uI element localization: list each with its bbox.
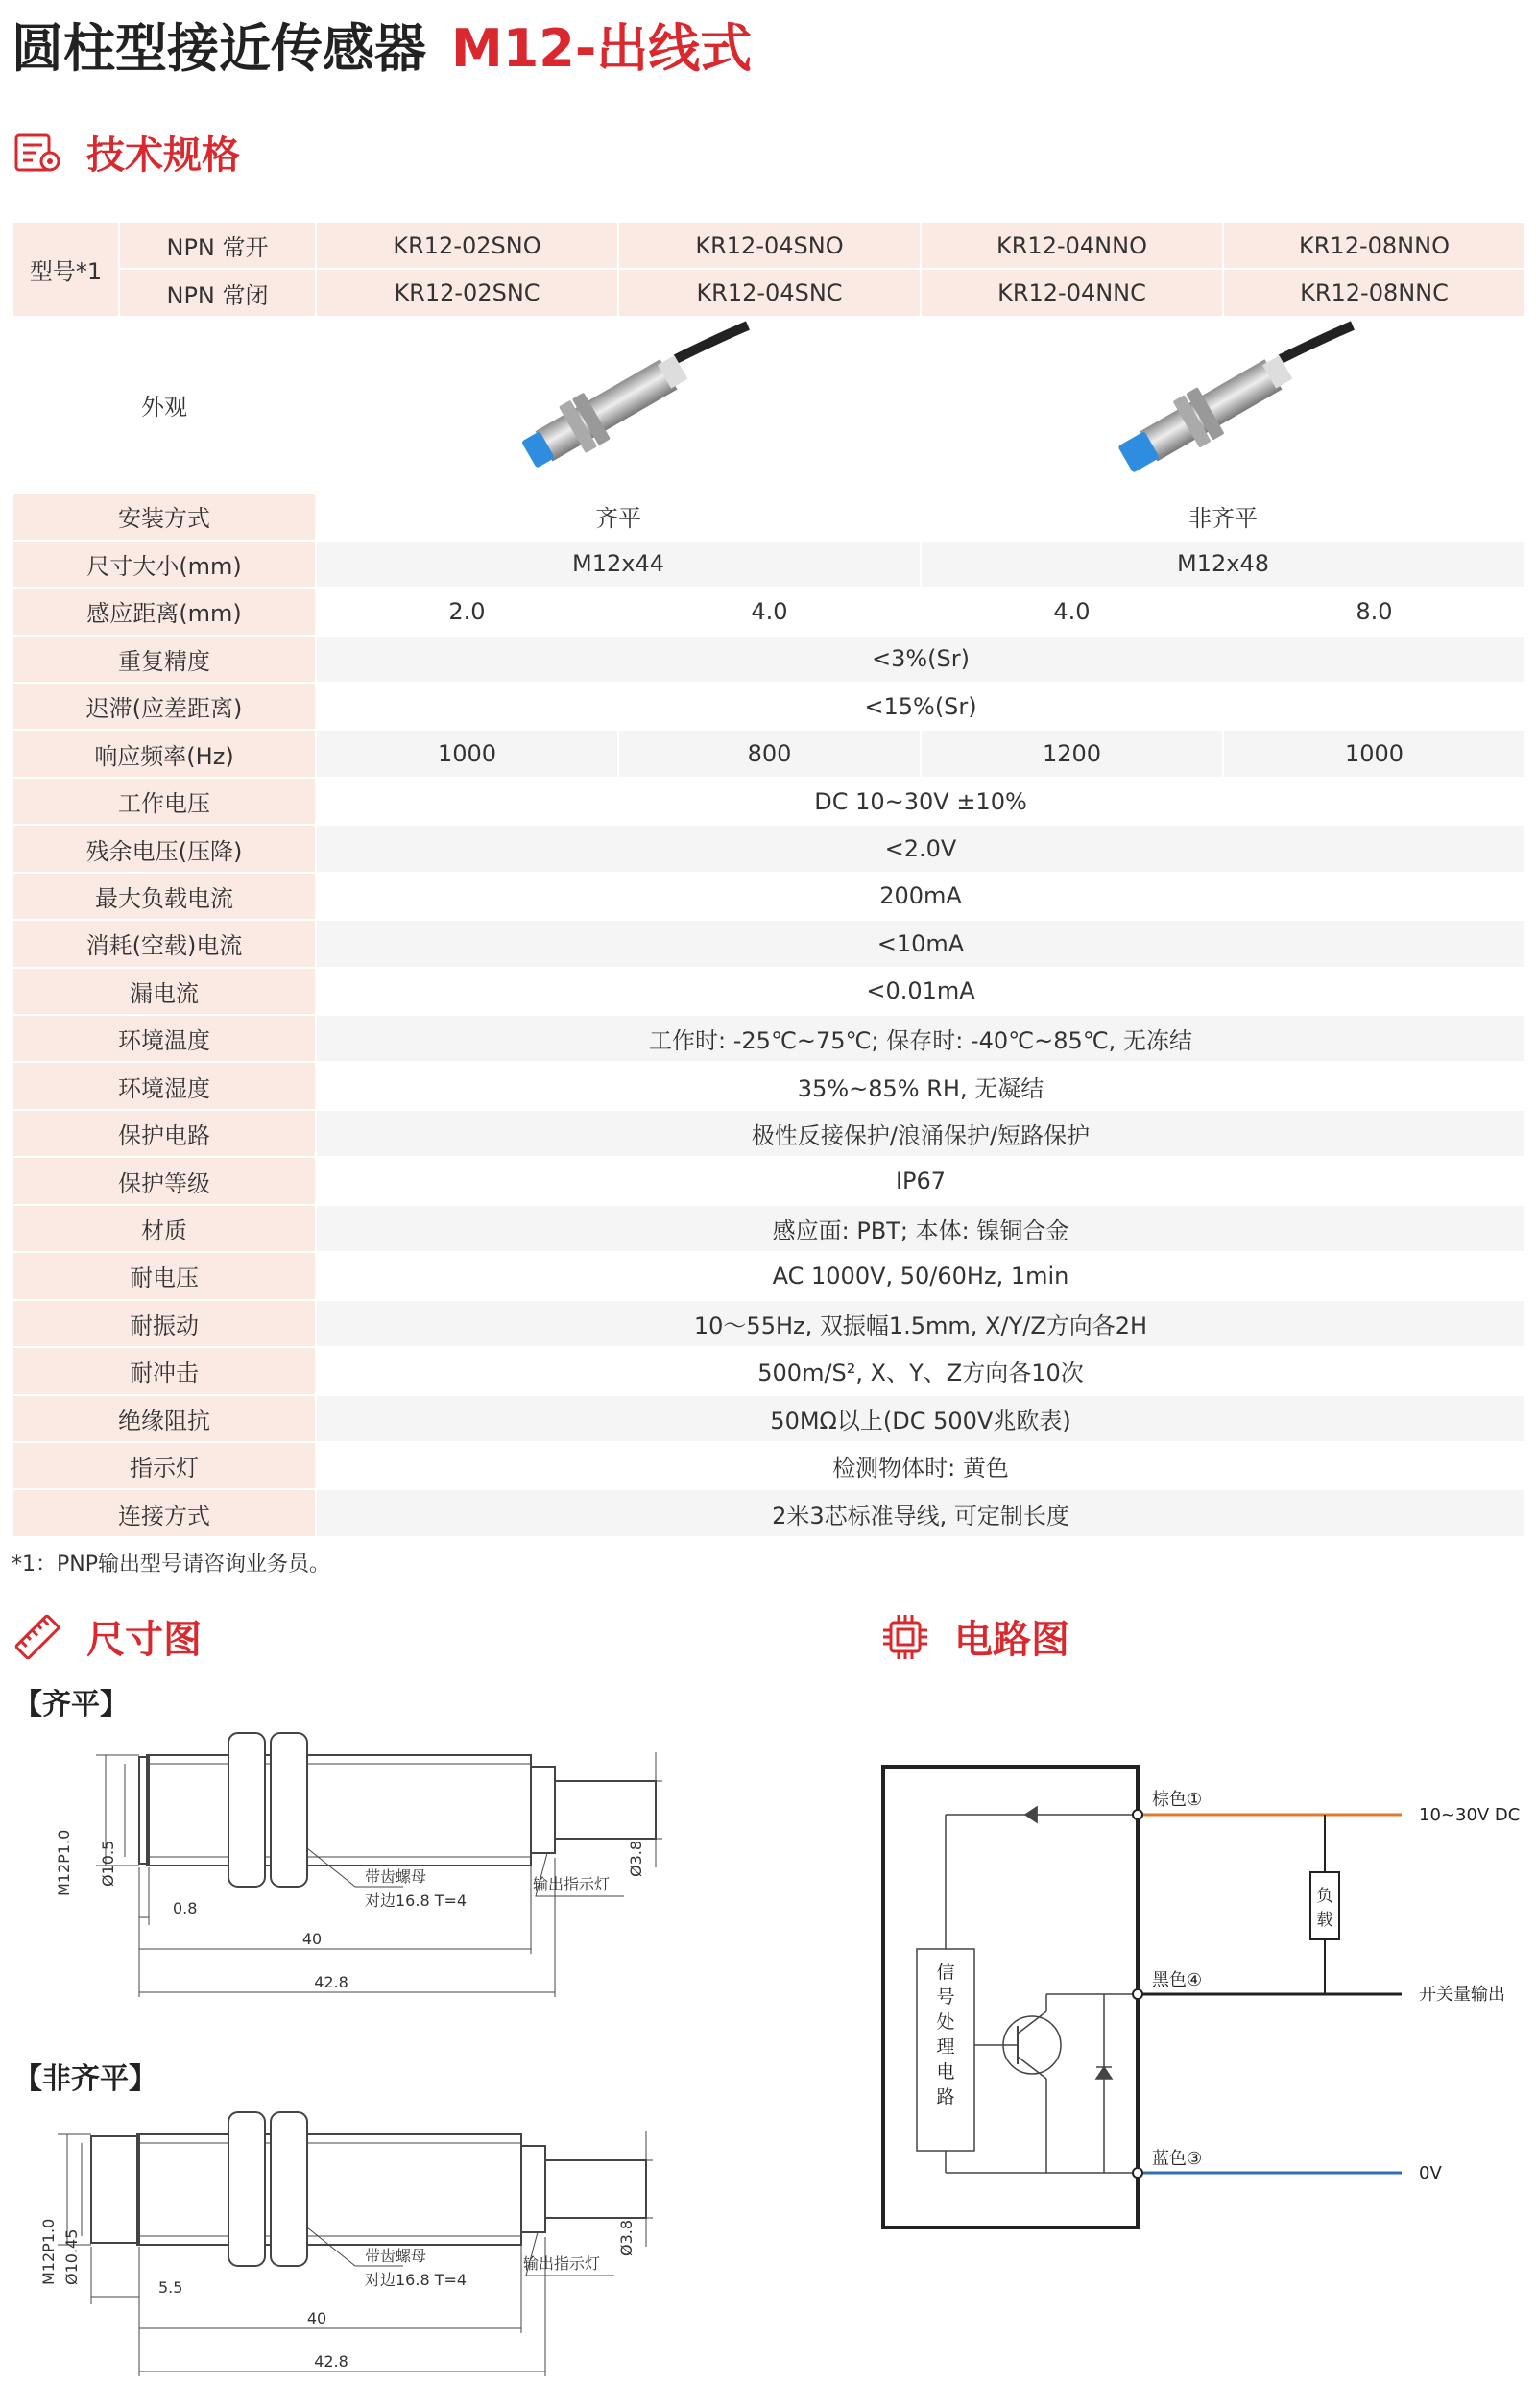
value-cell: 200mA xyxy=(316,873,1525,920)
row-label: 保护等级 xyxy=(12,1157,316,1204)
value-cell: <2.0V xyxy=(316,825,1525,872)
table-row xyxy=(12,873,1525,920)
row-label: 漏电流 xyxy=(12,968,316,1015)
table-row xyxy=(12,636,1525,683)
nonflush-face: 5.5 xyxy=(158,2278,183,2297)
model-cell: KR12-08NNO xyxy=(1223,222,1525,269)
table-row xyxy=(12,683,1525,730)
sensor-photo-nonflush xyxy=(921,317,1525,493)
row-label: 外观 xyxy=(12,317,316,493)
table-row xyxy=(12,222,1525,269)
processing-char: 路 xyxy=(936,2086,955,2107)
npn-no-label: NPN 常开 xyxy=(119,222,316,269)
table-row xyxy=(12,778,1525,825)
model-cell: KR12-08NNC xyxy=(1223,269,1525,316)
row-label: 迟滞(应差距离) xyxy=(12,683,316,730)
table-row xyxy=(12,1015,1525,1062)
value-cell: 500m/S², X、Y、Z方向各10次 xyxy=(316,1347,1525,1394)
value-cell: 4.0 xyxy=(921,588,1223,635)
value-cell: M12x48 xyxy=(921,541,1525,588)
value-cell: 4.0 xyxy=(618,588,921,635)
section-circuit xyxy=(881,1609,1069,1664)
value-cell: <3%(Sr) xyxy=(316,636,1525,683)
flush-cable: Ø3.8 xyxy=(627,1840,645,1877)
table-row xyxy=(12,588,1525,635)
sensor-flush-image xyxy=(484,321,753,484)
title-main: 圆柱型接近传感器 xyxy=(12,18,426,79)
nonflush-thread: M12P1.0 xyxy=(39,2218,58,2285)
nonflush-nut2: 对边16.8 T=4 xyxy=(365,2271,468,2289)
flush-dimension-drawing xyxy=(48,1714,662,2011)
section-spec-title: 技术规格 xyxy=(86,133,240,178)
row-label: 耐冲击 xyxy=(12,1347,316,1394)
flush-led: 输出指示灯 xyxy=(533,1875,611,1893)
processing-char: 电 xyxy=(936,2061,955,2083)
table-row xyxy=(12,317,1525,493)
value-cell: 1000 xyxy=(1223,730,1525,777)
value-cell: DC 10~30V ±10% xyxy=(316,778,1525,825)
value-cell: 35%~85% RH, 无凝结 xyxy=(316,1062,1525,1109)
row-label: 连接方式 xyxy=(12,1489,316,1537)
flush-nut2: 对边16.8 T=4 xyxy=(365,1891,468,1910)
nonflush-dimension-drawing xyxy=(38,2093,653,2391)
zero-volt-label: 0V xyxy=(1419,2163,1442,2183)
table-row xyxy=(12,1205,1525,1252)
processing-char: 号 xyxy=(936,1987,955,2008)
value-cell: 非齐平 xyxy=(921,493,1525,540)
nonflush-title: 【非齐平】 xyxy=(13,2062,157,2096)
value-cell: 极性反接保护/浪涌保护/短路保护 xyxy=(316,1110,1525,1157)
page-title xyxy=(12,8,752,82)
flush-len1: 40 xyxy=(301,1930,323,1948)
flush-len2: 42.8 xyxy=(314,1973,348,1991)
model-cell: KR12-04NNC xyxy=(921,269,1223,316)
row-label: 响应频率(Hz) xyxy=(12,730,316,777)
processing-char: 理 xyxy=(936,2036,955,2058)
value-cell: M12x44 xyxy=(316,541,921,588)
table-row xyxy=(12,1300,1525,1347)
row-label: 残余电压(压降) xyxy=(12,825,316,872)
table-row xyxy=(12,920,1525,967)
flush-nut1: 带齿螺母 xyxy=(365,1867,427,1886)
nonflush-led: 输出指示灯 xyxy=(523,2254,601,2273)
section-circuit-title: 电路图 xyxy=(954,1618,1069,1662)
value-cell: 1000 xyxy=(316,730,618,777)
load-char: 负 xyxy=(1316,1887,1333,1906)
title-accent: M12-出线式 xyxy=(451,18,753,79)
value-cell: 1200 xyxy=(921,730,1223,777)
value-cell: 8.0 xyxy=(1223,588,1525,635)
model-cell: KR12-04SNO xyxy=(618,222,921,269)
table-row xyxy=(12,1110,1525,1157)
row-label: 最大负载电流 xyxy=(12,873,316,920)
chip-icon xyxy=(881,1613,929,1661)
table-row xyxy=(12,1395,1525,1442)
nonflush-cable: Ø3.8 xyxy=(617,2219,636,2256)
flush-dia: Ø10.5 xyxy=(99,1840,117,1887)
spec-sheet-icon xyxy=(13,132,61,173)
processing-char: 信 xyxy=(936,1962,955,1983)
table-row xyxy=(12,1252,1525,1299)
table-row xyxy=(12,968,1525,1015)
row-label: 尺寸大小(mm) xyxy=(12,541,316,588)
black-wire-label: 黑色④ xyxy=(1152,1970,1203,1990)
model-label: 型号*1 xyxy=(12,222,119,317)
model-cell: KR12-04NNO xyxy=(921,222,1223,269)
nonflush-nut1: 带齿螺母 xyxy=(365,2247,427,2265)
value-cell: AC 1000V, 50/60Hz, 1min xyxy=(316,1252,1525,1299)
npn-nc-label: NPN 常闭 xyxy=(119,269,316,316)
sensor-photo-flush xyxy=(316,317,921,493)
value-cell: 10～55Hz, 双振幅1.5mm, X/Y/Z方向各2H xyxy=(316,1300,1525,1347)
model-cell: KR12-04SNC xyxy=(618,269,921,316)
processing-char: 处 xyxy=(936,2011,955,2033)
nonflush-dia: Ø10.45 xyxy=(62,2228,81,2285)
table-row xyxy=(12,1157,1525,1204)
value-cell: <10mA xyxy=(316,920,1525,967)
value-cell: 800 xyxy=(618,730,921,777)
value-cell: <0.01mA xyxy=(316,968,1525,1015)
table-row xyxy=(12,269,1525,316)
row-label: 耐电压 xyxy=(12,1252,316,1299)
value-cell: 50MΩ以上(DC 500V兆欧表) xyxy=(316,1395,1525,1442)
row-label: 指示灯 xyxy=(12,1442,316,1489)
output-label: 开关量输出 xyxy=(1419,1985,1505,2005)
value-cell: <15%(Sr) xyxy=(316,683,1525,730)
model-cell: KR12-02SNO xyxy=(316,222,618,269)
table-row xyxy=(12,730,1525,777)
supply-label: 10~30V DC xyxy=(1419,1805,1521,1825)
row-label: 感应距离(mm) xyxy=(12,588,316,635)
row-label: 工作电压 xyxy=(12,778,316,825)
table-row xyxy=(12,493,1525,540)
value-cell: 2.0 xyxy=(316,588,618,635)
flush-thread: M12P1.0 xyxy=(55,1829,73,1896)
row-label: 耐振动 xyxy=(12,1300,316,1347)
table-row xyxy=(12,1442,1525,1489)
value-cell: 感应面: PBT; 本体: 镍铜合金 xyxy=(316,1205,1525,1252)
row-label: 保护电路 xyxy=(12,1110,316,1157)
row-label: 安装方式 xyxy=(12,493,316,540)
value-cell: 检测物体时: 黄色 xyxy=(316,1442,1525,1489)
row-label: 绝缘阻抗 xyxy=(12,1395,316,1442)
flush-face: 0.8 xyxy=(173,1899,198,1917)
load-char: 载 xyxy=(1316,1911,1333,1930)
section-dimension-title: 尺寸图 xyxy=(86,1618,202,1662)
nonflush-len1: 40 xyxy=(306,2309,327,2327)
value-cell: 2米3芯标准导线, 可定制长度 xyxy=(316,1489,1525,1537)
value-cell: IP67 xyxy=(316,1157,1525,1204)
row-label: 消耗(空载)电流 xyxy=(12,920,316,967)
footnote: *1：PNP输出型号请咨询业务员。 xyxy=(12,1553,330,1577)
circuit-diagram xyxy=(864,1747,1536,2247)
table-row xyxy=(12,825,1525,872)
ruler-icon xyxy=(13,1613,61,1661)
spec-table xyxy=(12,221,1526,1538)
table-row xyxy=(12,1489,1525,1537)
section-spec xyxy=(13,125,240,180)
brown-wire-label: 棕色① xyxy=(1152,1790,1203,1810)
value-cell: 齐平 xyxy=(316,493,921,540)
table-row xyxy=(12,1347,1525,1394)
nonflush-len2: 42.8 xyxy=(314,2352,348,2371)
table-row xyxy=(12,541,1525,588)
value-cell: 工作时: -25℃~75℃; 保存时: -40℃~85℃, 无冻结 xyxy=(316,1015,1525,1062)
blue-wire-label: 蓝色③ xyxy=(1152,2149,1203,2169)
row-label: 环境温度 xyxy=(12,1015,316,1062)
row-label: 环境湿度 xyxy=(12,1062,316,1109)
flush-title: 【齐平】 xyxy=(13,1688,129,1722)
row-label: 材质 xyxy=(12,1205,316,1252)
row-label: 重复精度 xyxy=(12,636,316,683)
sensor-nonflush-image xyxy=(1089,321,1357,484)
model-cell: KR12-02SNC xyxy=(316,269,618,316)
table-row xyxy=(12,1062,1525,1109)
section-dimension xyxy=(13,1609,202,1664)
